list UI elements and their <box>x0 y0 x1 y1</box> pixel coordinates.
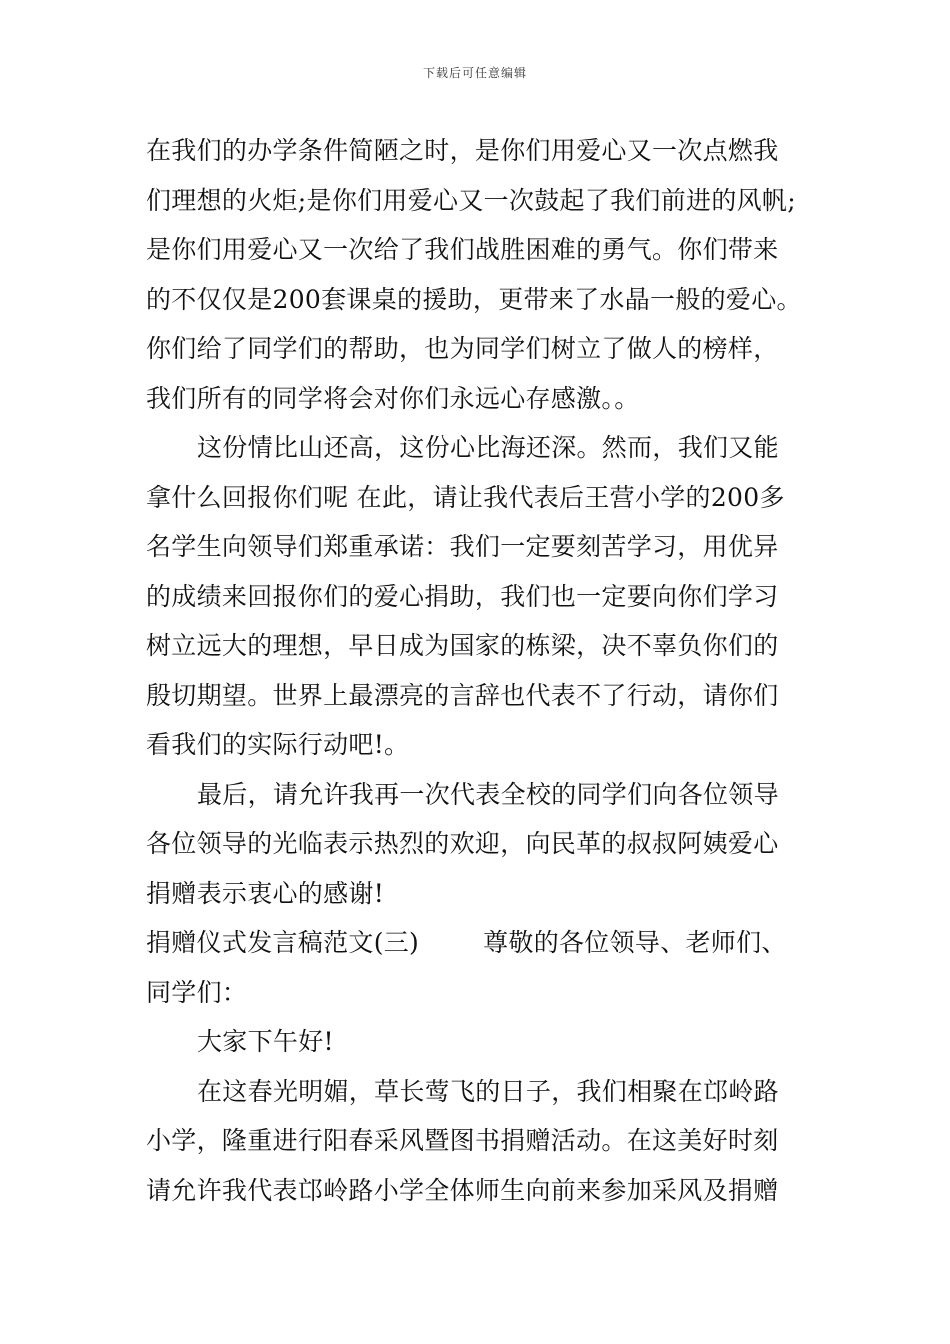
text-line: 最后，请允许我再一次代表全校的同学们向各位领导 <box>197 779 779 809</box>
section-title: 捐赠仪式发言稿范文(三) <box>146 928 420 957</box>
text-line: 拿什么回报你们呢 在此，请让我代表后王营小学的200多 <box>146 482 785 512</box>
text-line: 殷切期望。世界上最漂亮的言辞也代表不了行动，请你们 <box>146 680 779 710</box>
text-line: 名学生向领导们郑重承诺：我们一定要刻苦学习，用优异 <box>146 532 779 561</box>
text-line: 同学们： <box>146 977 248 1007</box>
text-line: 们理想的火炬;是你们用爱心又一次鼓起了我们前进的风帆; <box>146 185 796 215</box>
text-line: 是你们用爱心又一次给了我们战胜困难的勇气。你们带来 <box>146 235 779 264</box>
page-header: 下载后可任意编辑 <box>422 66 527 80</box>
text-line: 捐赠表示衷心的感谢! <box>146 878 385 908</box>
text-line: 的成绩来回报你们的爱心捐助，我们也一定要向你们学习 <box>146 581 779 611</box>
text-line: 看我们的实际行动吧!。 <box>146 730 410 759</box>
text-line: 各位领导的光临表示热烈的欢迎，向民革的叔叔阿姨爱心 <box>146 829 779 858</box>
text-line: 在我们的办学条件简陋之时，是你们用爱心又一次点燃我 <box>146 136 779 165</box>
greeting-line: 大家下午好! <box>197 1027 334 1056</box>
text-line: 我们所有的同学将会对你们永远心存感激。。 <box>146 383 640 413</box>
text-line: 你们给了同学们的帮助，也为同学们树立了做人的榜样， <box>146 334 779 363</box>
text-line: 树立远大的理想，早日成为国家的栋梁，决不辜负你们的 <box>146 631 779 660</box>
document-body <box>146 126 816 1215</box>
text-line: 请允许我代表邙岭路小学全体师生向前来参加采风及捐赠 <box>146 1175 779 1205</box>
salutation: 尊敬的各位领导、老师们、 <box>483 928 787 957</box>
text-line: 的不仅仅是200套课桌的援助，更带来了水晶一般的爱心。 <box>146 284 802 314</box>
text-line: 小学，隆重进行阳春采风暨图书捐赠活动。在这美好时刻 <box>146 1126 779 1155</box>
section-title-line <box>146 918 816 968</box>
text-line: 这份情比山还高，这份心比海还深。然而，我们又能 <box>197 433 779 462</box>
text-line: 在这春光明媚，草长莺飞的日子，我们相聚在邙岭路 <box>197 1076 779 1106</box>
